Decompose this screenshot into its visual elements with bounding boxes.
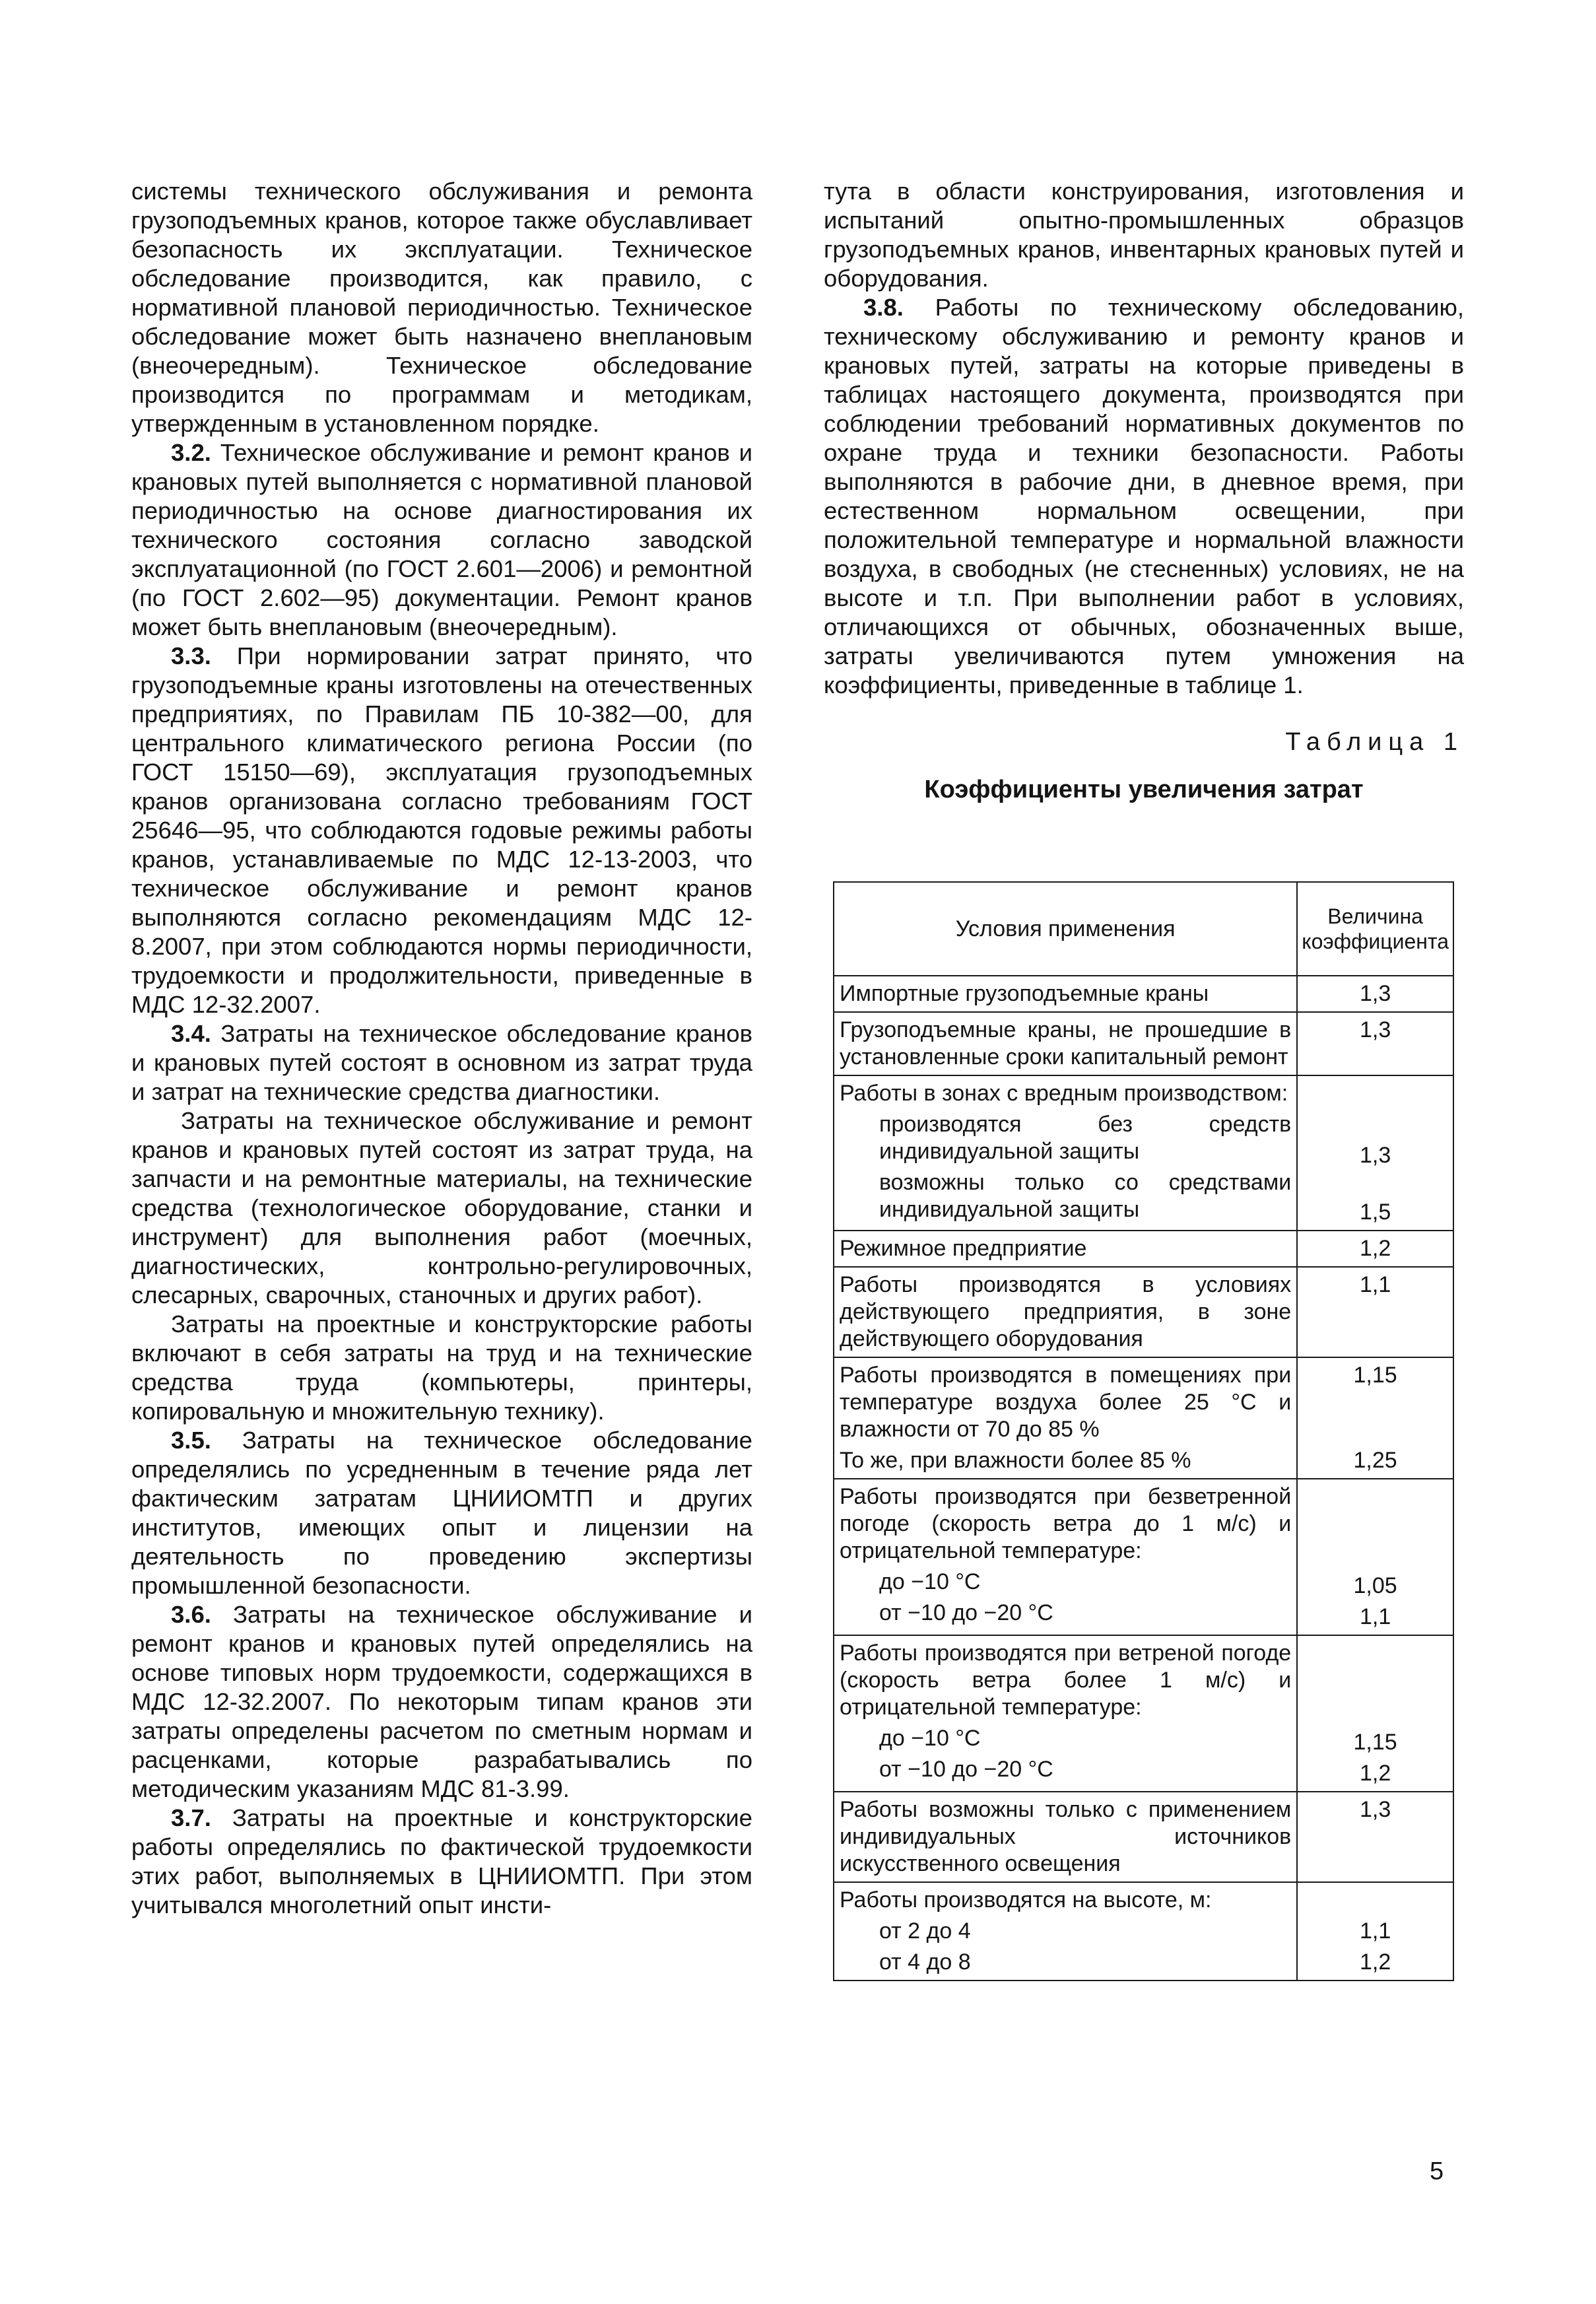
section-number: 3.6. [171, 1601, 211, 1628]
value-cell [1297, 1882, 1453, 1981]
table-caption: Таблица 1 [1285, 728, 1464, 756]
paragraph-3-2 [131, 438, 752, 642]
paragraph: тута в области конструирования, изготовления и испытаний опытно-промышленных образцов грузоподъемных кранов, инвентарных крановых путей и оборудования. [824, 178, 1464, 292]
condition-cell [834, 1075, 1297, 1231]
paragraph-3-5 [131, 1426, 752, 1600]
coefficient-value: 1,5 [1359, 1200, 1391, 1225]
coefficient-value: 1,25 [1353, 1448, 1397, 1473]
coefficient-value: 1,3 [1359, 1143, 1391, 1168]
sub-condition: от 4 до 8 [879, 1949, 971, 1975]
table-row [834, 1357, 1453, 1479]
paragraph-3-4 [131, 1019, 752, 1106]
paragraph: Затраты на проектные и конструкторские работы включают в себя затраты на труд и на технические средства труда (компьютеры, принтеры, копировальную и множительную технику). [131, 1310, 752, 1425]
condition-text: Работы производятся при безветренной погоде (скорость ветра до 1 м/с) и отрицательной температуре: [840, 1484, 1292, 1563]
table-row [834, 1267, 1453, 1357]
coefficients-table [833, 881, 1454, 1981]
coefficient-value: 1,05 [1353, 1573, 1397, 1598]
spacer [1302, 1483, 1449, 1573]
coefficient-value: 1,2 [1359, 1949, 1391, 1975]
table-title: Коэффициенты увеличения затрат [924, 776, 1364, 803]
condition-cell [834, 1479, 1297, 1635]
sub-condition: производятся без средств индивидуальной защиты [879, 1112, 1292, 1164]
condition-cell: Режимное предприятие [834, 1231, 1297, 1267]
section-number: 3.3. [171, 642, 211, 669]
sub-condition: до −10 °С [879, 1726, 981, 1751]
paragraph-text: Работы по техническому обследованию, техническому обслуживанию и ремонту кранов и крановых путей, затраты на которые приведены в таблицах настоящего документа, производятся при соблюдении требований нормативных документов по охране труда и техники безопасности. Работы выполняются в рабочие дни, в дневное время, при естественном нормальном освещении, при положительной температуре и нормальной влажности воздуха, в свободных (не стесненных) условиях, не на высоте и т.п. При выполнении работ в условиях, отличающихся от обычных, обозначенных выше, затраты увеличиваются путем умножения на коэффициенты, приведенные в таблице 1. [824, 294, 1464, 698]
paragraph-3-8 [824, 293, 1464, 700]
coefficient-value: 1,2 [1359, 1761, 1391, 1786]
condition-cell [834, 1882, 1297, 1981]
value-cell: 1,2 [1297, 1231, 1453, 1267]
paragraph-text: Затраты на техническое обследование кранов и крановых путей состоят в основном из затрат труда и затрат на технические средства диагностики. [131, 1020, 752, 1105]
paragraph-3-6 [131, 1600, 752, 1804]
table-row [834, 1882, 1453, 1981]
paragraph-text: При нормировании затрат принято, что грузоподъемные краны изготовлены на отечественных предприятиях, по Правилам ПБ 10-382—00, для центрального климатического региона России (по ГОСТ 15150—69), эксплуатация грузоподъемных кранов организована согласно требованиям ГОСТ 25646—95, что соблюдаются годовые режимы работы кранов, устанавливаемые по МДС 12-13-2003, что техническое обслуживание и ремонт кранов выполняются согласно рекомендациям МДС 12-8.2007, при этом соблюдаются нормы периодичности, трудоемкости и продолжительности, приведенные в МДС 12-32.2007. [131, 642, 752, 1018]
value-cell: 1,3 [1297, 976, 1453, 1012]
condition-text: Работы производятся в помещениях при температуре воздуха более 25 °С и влажности от 70 до 85 % [840, 1363, 1292, 1442]
header-condition: Условия применения [834, 882, 1297, 976]
paragraph-text: Затраты на проектные и конструкторские работы определялись по фактической трудоемкости этих работ, выполняемых в ЦНИИОМТП. При этом учитывался многолетний опыт инсти- [131, 1804, 752, 1918]
table-row [834, 1231, 1453, 1267]
coefficient-value: 1,1 [1359, 1918, 1391, 1944]
coefficient-value: 1,1 [1359, 1604, 1391, 1629]
condition-cell: Работы производятся в условиях действующего предприятия, в зоне действующего оборудования [834, 1267, 1297, 1357]
left-column [131, 177, 752, 1920]
paragraph-text: Затраты на техническое обследование определялись по усредненным в течение ряда лет фактическим затратам ЦНИИОМТП и других институтов, имеющих опыт и лицензии на деятельность по проведению экспертизы промышленной безопасности. [131, 1427, 752, 1599]
spacer [1302, 1887, 1449, 1918]
condition-cell: Грузоподъемные краны, не прошедшие в установленные сроки капитальный ремонт [834, 1012, 1297, 1075]
condition-text: То же, при влажности более 85 % [840, 1448, 1191, 1473]
paragraph-3-7 [131, 1804, 752, 1920]
section-number: 3.5. [171, 1427, 211, 1454]
table-row [834, 1479, 1453, 1635]
table-header-row [834, 882, 1453, 976]
condition-cell: Работы возможны только с применением индивидуальных источников искусственного освещения [834, 1792, 1297, 1882]
value-cell: 1,3 [1297, 1792, 1453, 1882]
sub-condition: возможны только со средствами индивидуальной защиты [879, 1170, 1292, 1222]
paragraph-text: Техническое обслуживание и ремонт кранов и крановых путей выполняется с нормативной плановой периодичностью на основе диагностирования их технического состояния согласно заводской эксплуатационной (по ГОСТ 2.601—2006) и ремонтной (по ГОСТ 2.602—95) документации. Ремонт кранов может быть внеплановым (внеочередным). [131, 439, 752, 640]
section-number: 3.2. [171, 439, 211, 466]
value-cell: 1,1 [1297, 1267, 1453, 1357]
sub-condition: от 2 до 4 [879, 1918, 971, 1944]
coefficient-value: 1,15 [1353, 1730, 1397, 1755]
sub-condition: от −10 до −20 °С [879, 1600, 1053, 1625]
condition-text: Работы в зонах с вредным производством: [840, 1081, 1288, 1106]
sub-condition: от −10 до −20 °С [879, 1757, 1053, 1782]
table-row [834, 976, 1453, 1012]
paragraph-text: Затраты на техническое обслуживание и ремонт кранов и крановых путей определялись на основе типовых норм трудоемкости, содержащихся в МДС 12-32.2007. По некоторым типам кранов эти затраты определены расчетом по сметным нормам и расценками, которые разрабатывались по методическим указаниям МДС 81-3.99. [131, 1601, 752, 1802]
table-row [834, 1012, 1453, 1075]
value-cell [1297, 1357, 1453, 1479]
section-number: 3.8. [863, 294, 904, 321]
paragraph: Затраты на техническое обслуживание и ремонт кранов и крановых путей состоят из затрат труда, на запчасти и на ремонтные материалы, на технические средства (технологическое оборудование, станки и инструмент) для выполнения работ (моечных, диагностических, контрольно-регулировочных, слесарных, сварочных, станочных и других работ). [131, 1107, 752, 1308]
condition-cell: Импортные грузоподъемные краны [834, 976, 1297, 1012]
value-cell [1297, 1635, 1453, 1792]
section-number: 3.7. [171, 1804, 211, 1831]
page-number: 5 [1430, 2157, 1444, 2185]
table-row [834, 1075, 1453, 1231]
header-value: Величина коэффициента [1297, 882, 1453, 976]
condition-cell [834, 1635, 1297, 1792]
section-number: 3.4. [171, 1020, 211, 1047]
condition-text: Работы производятся на высоте, м: [840, 1887, 1212, 1913]
condition-text: Работы производятся при ветреной погоде (скорость ветра более 1 м/с) и отрицательной температуре: [840, 1641, 1292, 1720]
right-column [824, 177, 1464, 837]
condition-cell [834, 1357, 1297, 1479]
value-cell [1297, 1075, 1453, 1231]
table-row [834, 1792, 1453, 1882]
spacer [1302, 1080, 1449, 1142]
coefficient-value: 1,15 [1353, 1363, 1397, 1388]
sub-condition: до −10 °С [879, 1569, 981, 1594]
spacer [1302, 1169, 1449, 1199]
value-cell [1297, 1479, 1453, 1635]
paragraph-3-3 [131, 642, 752, 1019]
spacer [1302, 1640, 1449, 1729]
paragraph: системы технического обслуживания и ремонта грузоподъемных кранов, которое также обуславливает безопасность их эксплуатации. Техническое обследование производится, как правило, с нормативной плановой периодичностью. Техническое обследование может быть назначено внеплановым (внеочередным). Техническое обследование производится по программам и методикам, утвержденным в установленном порядке. [131, 178, 752, 437]
spacer [1302, 1389, 1449, 1447]
table-row [834, 1635, 1453, 1792]
value-cell: 1,3 [1297, 1012, 1453, 1075]
